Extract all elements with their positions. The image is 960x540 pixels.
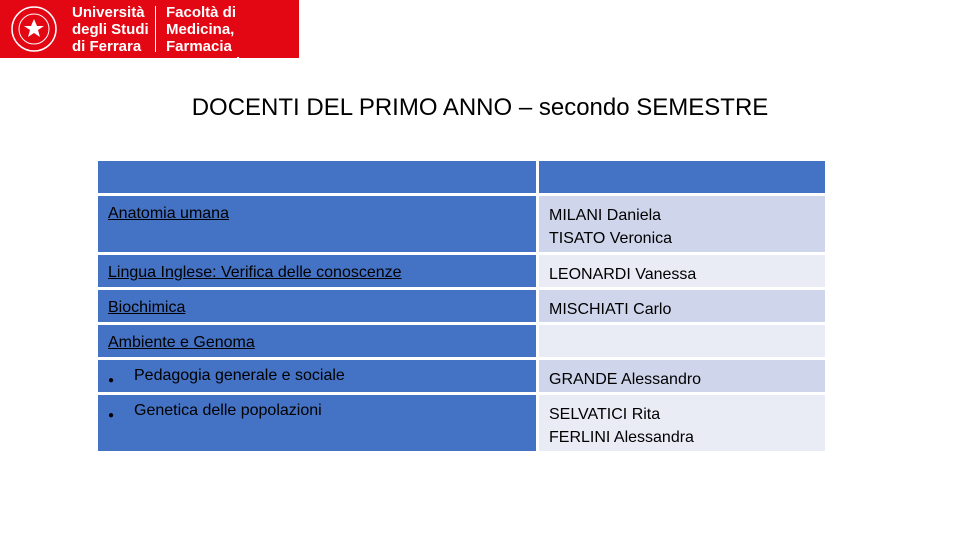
table-row: [98, 395, 825, 451]
teacher-name: GRANDE Alessandro: [549, 371, 702, 388]
header-divider: [155, 6, 156, 52]
header-bar: [0, 0, 299, 72]
teacher-cell: [539, 395, 825, 451]
subject-cell: [98, 325, 536, 357]
table-row: [98, 290, 825, 322]
header-cell: [539, 161, 825, 193]
subject-text: Genetica delle popolazioni: [134, 402, 322, 419]
teacher-name: MISCHIATI Carlo: [549, 301, 672, 318]
subject-cell: [98, 290, 536, 322]
header-cell: [98, 161, 536, 193]
subject-link[interactable]: Lingua Inglese: Verifica delle conoscenze: [108, 264, 402, 281]
university-seal-icon: [6, 4, 62, 54]
subject-text: Pedagogia generale e sociale: [134, 367, 345, 384]
header-band: [299, 0, 960, 58]
teachers-table: [95, 158, 828, 454]
teacher-cell: [539, 325, 825, 357]
teacher-name: LEONARDI Vanessa: [549, 266, 697, 283]
subject-cell: [98, 395, 536, 451]
table-row: [98, 196, 825, 252]
subject-cell: [98, 255, 536, 287]
teacher-name: MILANI Daniela: [549, 207, 662, 224]
bullet-icon: ●: [108, 410, 115, 421]
table-header-row: [98, 161, 825, 193]
university-name: Università degli Studi di Ferrara: [72, 4, 149, 55]
subject-link[interactable]: Ambiente e Genoma: [108, 334, 255, 351]
teacher-name: FERLINI Alessandra: [549, 429, 694, 446]
faculty-name: Facoltà di Medicina, Farmacia e Prevenzione: [166, 4, 267, 72]
subject-link[interactable]: Biochimica: [108, 299, 186, 316]
teacher-cell: [539, 290, 825, 322]
page-title: DOCENTI DEL PRIMO ANNO – secondo SEMESTRE: [191, 94, 769, 121]
table-row: [98, 360, 825, 392]
table-row: [98, 255, 825, 287]
teacher-name: SELVATICI Rita: [549, 406, 661, 423]
subject-link[interactable]: Anatomia umana: [108, 205, 229, 222]
teacher-cell: [539, 196, 825, 252]
subject-cell: [98, 360, 536, 392]
subject-cell: [98, 196, 536, 252]
teacher-cell: [539, 360, 825, 392]
teacher-name: TISATO Veronica: [549, 230, 673, 247]
table-row: [98, 325, 825, 357]
teacher-cell: [539, 255, 825, 287]
bullet-icon: ●: [108, 375, 115, 386]
